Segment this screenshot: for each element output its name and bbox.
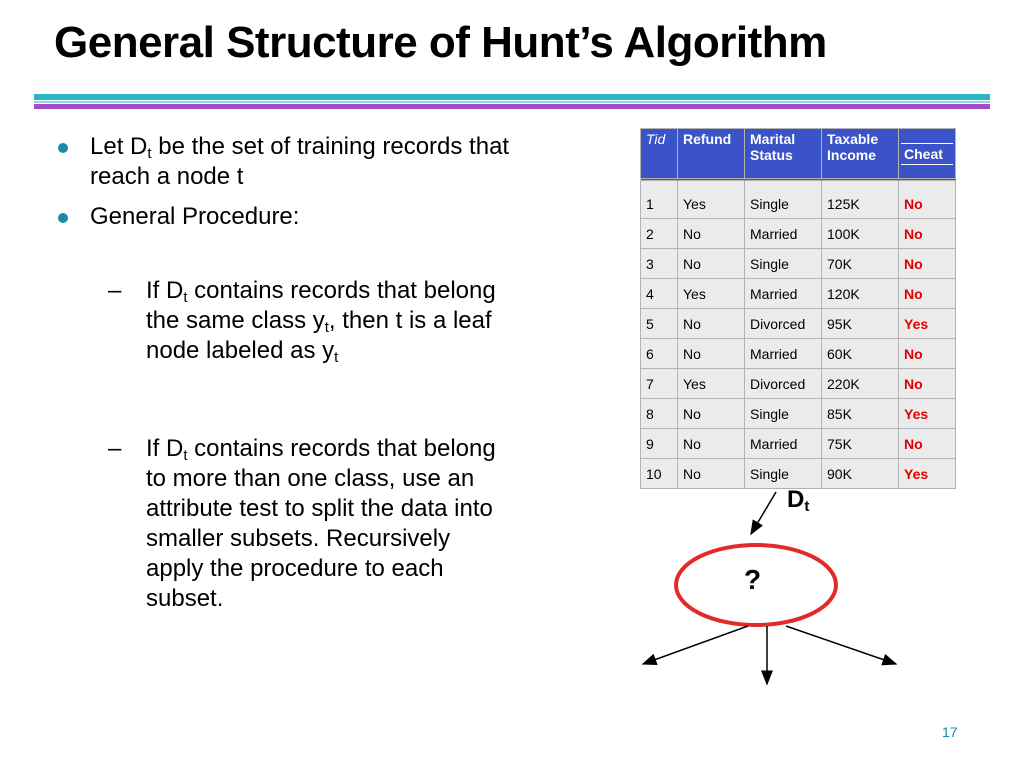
- sub-bullet-item: [54, 434, 506, 614]
- table-cell: 7: [641, 369, 678, 399]
- subscript: t: [147, 145, 152, 162]
- tree-node-diagram: [620, 480, 920, 700]
- table-row: [641, 339, 956, 369]
- cheat-cell: Yes: [899, 459, 956, 489]
- bullet-dot-icon: [58, 143, 68, 153]
- table-cell: No: [678, 249, 745, 279]
- cheat-cell: No: [899, 279, 956, 309]
- cheat-cell: No: [899, 429, 956, 459]
- table-row: [641, 279, 956, 309]
- bullet-item: [54, 202, 574, 232]
- cheat-cell: No: [899, 339, 956, 369]
- table-cell: 220K: [822, 369, 899, 399]
- bullet-item: [54, 132, 574, 192]
- table-cell: No: [678, 309, 745, 339]
- table-cell: No: [678, 219, 745, 249]
- header-marital-status: Marital Status: [745, 129, 822, 180]
- table-cell: Single: [745, 249, 822, 279]
- table-cell: 5: [641, 309, 678, 339]
- title-rule-light: [34, 101, 990, 103]
- branch-arrow-right: [786, 626, 896, 664]
- table-cell: Yes: [678, 369, 745, 399]
- branch-arrow-left: [643, 626, 748, 664]
- table-cell: 8: [641, 399, 678, 429]
- header-cheat-label: Cheat: [901, 143, 953, 165]
- table-cell: 70K: [822, 249, 899, 279]
- cheat-cell: No: [899, 369, 956, 399]
- table-cell: 125K: [822, 180, 899, 219]
- table-cell: Married: [745, 339, 822, 369]
- table-cell: Divorced: [745, 369, 822, 399]
- subscript: t: [324, 319, 329, 336]
- input-arrow: [751, 492, 776, 534]
- cheat-cell: No: [899, 180, 956, 219]
- table-row: [641, 249, 956, 279]
- sub-bullet-text: contains records that belong to more than one class, use an attribute test to split the data into smaller subsets. Recursively apply the procedure to each subset.: [146, 435, 496, 612]
- bullet-text: be the set of training records that reach a node t: [90, 133, 510, 190]
- header-taxable-income: Taxable Income: [822, 129, 899, 180]
- training-records-table: [640, 128, 956, 489]
- table-cell: 10: [641, 459, 678, 489]
- table-cell: 75K: [822, 429, 899, 459]
- table-cell: Divorced: [745, 309, 822, 339]
- table-cell: Single: [745, 399, 822, 429]
- table-cell: 4: [641, 279, 678, 309]
- bullet-text: Let D: [90, 133, 148, 160]
- header-tid: Tid: [641, 129, 678, 180]
- title-rule-purple: [34, 104, 990, 109]
- dash-marker: –: [108, 435, 122, 462]
- table-cell: 9: [641, 429, 678, 459]
- subscript: t: [804, 498, 810, 515]
- subscript: t: [183, 447, 188, 464]
- table-cell: 60K: [822, 339, 899, 369]
- node-input-label: [787, 486, 809, 514]
- node-question-mark: ?: [744, 564, 762, 595]
- table-cell: Married: [745, 219, 822, 249]
- table-cell: Married: [745, 429, 822, 459]
- table-cell: Yes: [678, 279, 745, 309]
- bullet-dot-icon: [58, 213, 68, 223]
- sub-bullet-text: , then t is a leaf node labeled as y: [146, 307, 492, 364]
- table-cell: No: [678, 399, 745, 429]
- table-cell: 95K: [822, 309, 899, 339]
- cheat-cell: Yes: [899, 309, 956, 339]
- subscript: t: [334, 349, 339, 366]
- table-cell: No: [678, 339, 745, 369]
- page-number: 17: [942, 724, 958, 740]
- title-rule-teal: [34, 94, 990, 100]
- header-refund: Refund: [678, 129, 745, 180]
- table-cell: 2: [641, 219, 678, 249]
- table-cell: 1: [641, 180, 678, 219]
- table-row: [641, 180, 956, 219]
- table-cell: 6: [641, 339, 678, 369]
- sub-bullet-item: [54, 276, 506, 366]
- table-row: [641, 309, 956, 339]
- table-cell: Single: [745, 180, 822, 219]
- table-row: [641, 369, 956, 399]
- subscript: t: [183, 289, 188, 306]
- cheat-cell: No: [899, 249, 956, 279]
- sub-bullet-text: contains records that belong the same class y: [146, 277, 496, 334]
- table-row: [641, 219, 956, 249]
- node-input-label-main: D: [787, 486, 805, 513]
- table-cell: No: [678, 459, 745, 489]
- cheat-cell: No: [899, 219, 956, 249]
- table-cell: 85K: [822, 399, 899, 429]
- dash-marker: –: [108, 277, 122, 304]
- header-cheat: [899, 129, 956, 180]
- table-cell: No: [678, 429, 745, 459]
- slide-title: General Structure of Hunt’s Algorithm: [54, 18, 827, 67]
- table-header-row: [641, 129, 956, 180]
- bullet-text: General Procedure:: [90, 203, 300, 230]
- table-cell: 120K: [822, 279, 899, 309]
- table-cell: 3: [641, 249, 678, 279]
- table-cell: Single: [745, 459, 822, 489]
- cheat-cell: Yes: [899, 399, 956, 429]
- sub-bullet-text: If D: [146, 277, 184, 304]
- bullet-list: [54, 132, 574, 614]
- table-cell: Married: [745, 279, 822, 309]
- table-cell: 100K: [822, 219, 899, 249]
- table-row: [641, 429, 956, 459]
- table-cell: 90K: [822, 459, 899, 489]
- table-cell: Yes: [678, 180, 745, 219]
- table-row: [641, 399, 956, 429]
- sub-bullet-text: If D: [146, 435, 184, 462]
